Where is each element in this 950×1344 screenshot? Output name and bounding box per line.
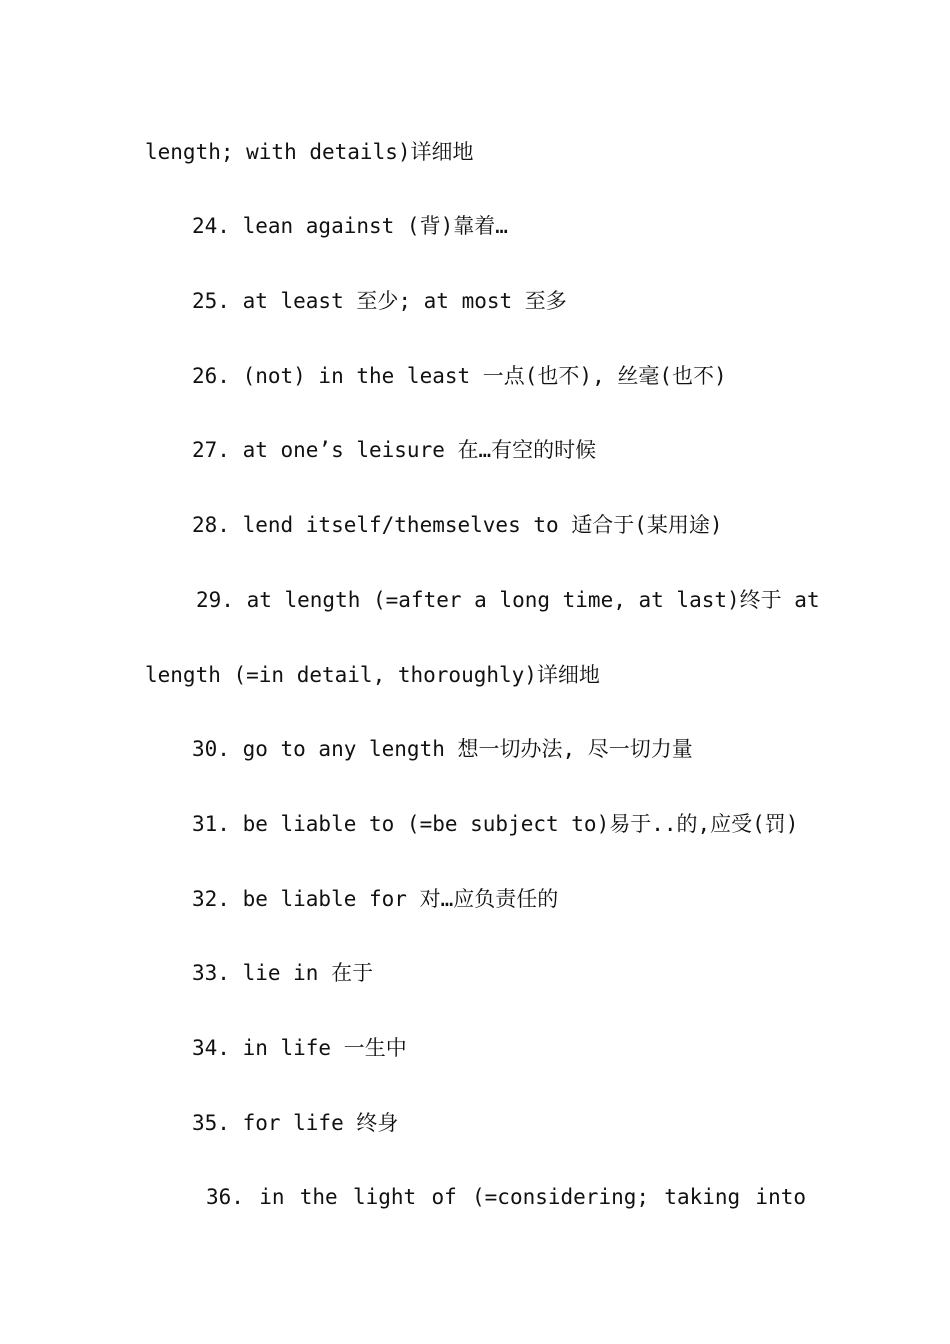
word: into	[755, 1185, 806, 1209]
text-line-4: 26. (not) in the least 一点(也不), 丝毫(也不)	[192, 364, 727, 388]
text-line-3: 25. at least 至少; at most 至多	[192, 289, 567, 313]
word: in	[259, 1185, 285, 1209]
text-line-10: 31. be liable to (=be subject to)易于..的,应受(罚)	[192, 812, 799, 836]
text-line-5: 27. at one’s leisure 在…有空的时候	[192, 438, 597, 462]
text-line-11: 32. be liable for 对…应负责任的	[192, 887, 559, 911]
text-line-1: length; with details)详细地	[145, 140, 474, 164]
text-line-2: 24. lean against (背)靠着…	[192, 214, 508, 238]
text-line-12: 33. lie in 在于	[192, 961, 374, 985]
word: taking	[664, 1185, 741, 1209]
text-line-6: 28. lend itself/themselves to 适合于(某用途)	[192, 513, 723, 537]
text-line-15	[206, 1184, 806, 1210]
word: 36.	[206, 1185, 244, 1209]
text-line-7: 29. at length (=after a long time, at last)终于 at	[196, 588, 820, 612]
text-line-9: 30. go to any length 想一切办法, 尽一切力量	[192, 737, 693, 761]
text-line-8: length (=in detail, thoroughly)详细地	[145, 663, 600, 687]
text-line-14: 35. for life 终身	[192, 1111, 399, 1135]
text-line-13: 34. in life 一生中	[192, 1036, 407, 1060]
word: of	[431, 1185, 457, 1209]
word: light	[352, 1185, 417, 1209]
word: the	[299, 1185, 338, 1209]
word: (=considering;	[472, 1185, 650, 1209]
